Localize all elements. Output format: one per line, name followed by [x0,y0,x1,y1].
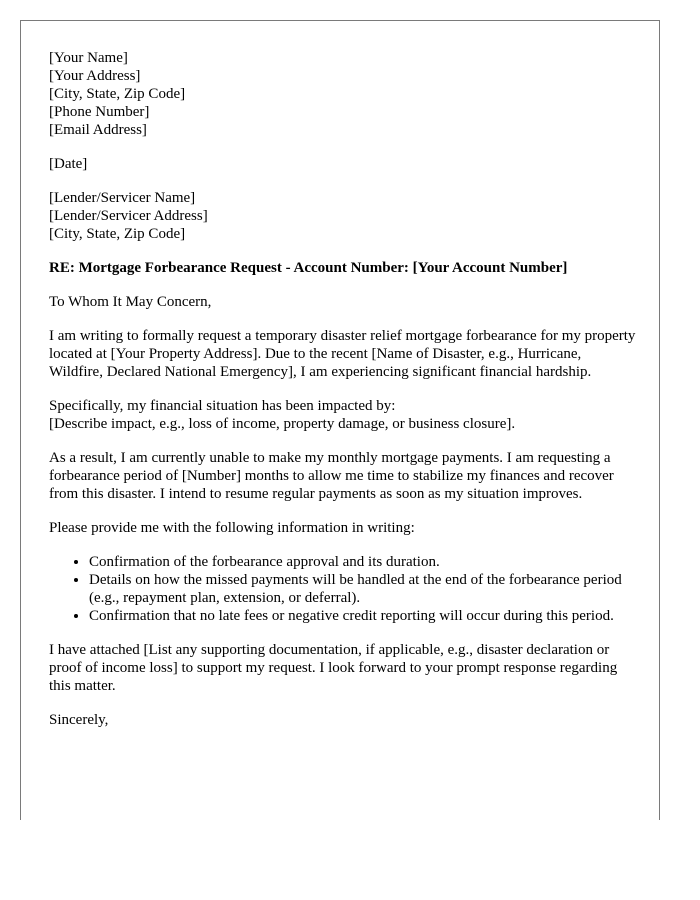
impact-line-2: [Describe impact, e.g., loss of income, property damage, or business closure]. [49,416,516,432]
info-request-paragraph: Please provide me with the following information in writing: [49,520,415,536]
intro-paragraph: I am writing to formally request a temporary disaster relief mortgage forbearance for my property located at [Your Property Address]. Due to the recent [Name of Disaster, e.g., Hurricane, Wildfire, Declared National Emergency], I am experiencing significant financial hardship. [49,328,636,380]
result-paragraph: As a result, I am currently unable to make my monthly mortgage payments. I am requesting a forbearance period of [Number] months to allow me time to stabilize my finances and recover from this disaster. I intend to resume regular payments as soon as my situation improves. [49,450,614,502]
salutation: To Whom It May Concern, [49,294,212,310]
impact-line-1: Specifically, my financial situation has been impacted by: [49,398,396,414]
attachments-paragraph: I have attached [List any supporting documentation, if applicable, e.g., disaster declaration or proof of income loss] to support my request. I look forward to your prompt response regarding this matter. [49,642,618,694]
sender-name: [Your Name] [49,50,128,66]
list-item: • Confirmation of the forbearance approval and its duration. [89,553,637,571]
list-item: • Details on how the missed payments will be handled at the end of the forbearance period (e.g., repayment plan, extension, or deferral). [89,571,637,607]
sender-phone: [Phone Number] [49,104,150,120]
recipient-city-state-zip: [City, State, Zip Code] [49,226,186,242]
sender-block [49,49,637,139]
request-list [49,553,637,625]
date-block [49,155,637,173]
recipient-name: [Lender/Servicer Name] [49,190,196,206]
closing: Sincerely, [49,712,109,728]
recipient-address: [Lender/Servicer Address] [49,208,208,224]
sender-email: [Email Address] [49,122,147,138]
list-item: • Confirmation that no late fees or negative credit reporting will occur during this period. [89,607,637,625]
sender-city-state-zip: [City, State, Zip Code] [49,86,186,102]
subject-line: RE: Mortgage Forbearance Request - Account Number: [Your Account Number] [49,260,568,276]
sender-address: [Your Address] [49,68,141,84]
impact-paragraph [49,397,637,433]
letter-page [20,20,660,820]
recipient-block [49,189,637,243]
letter-date: [Date] [49,156,88,172]
